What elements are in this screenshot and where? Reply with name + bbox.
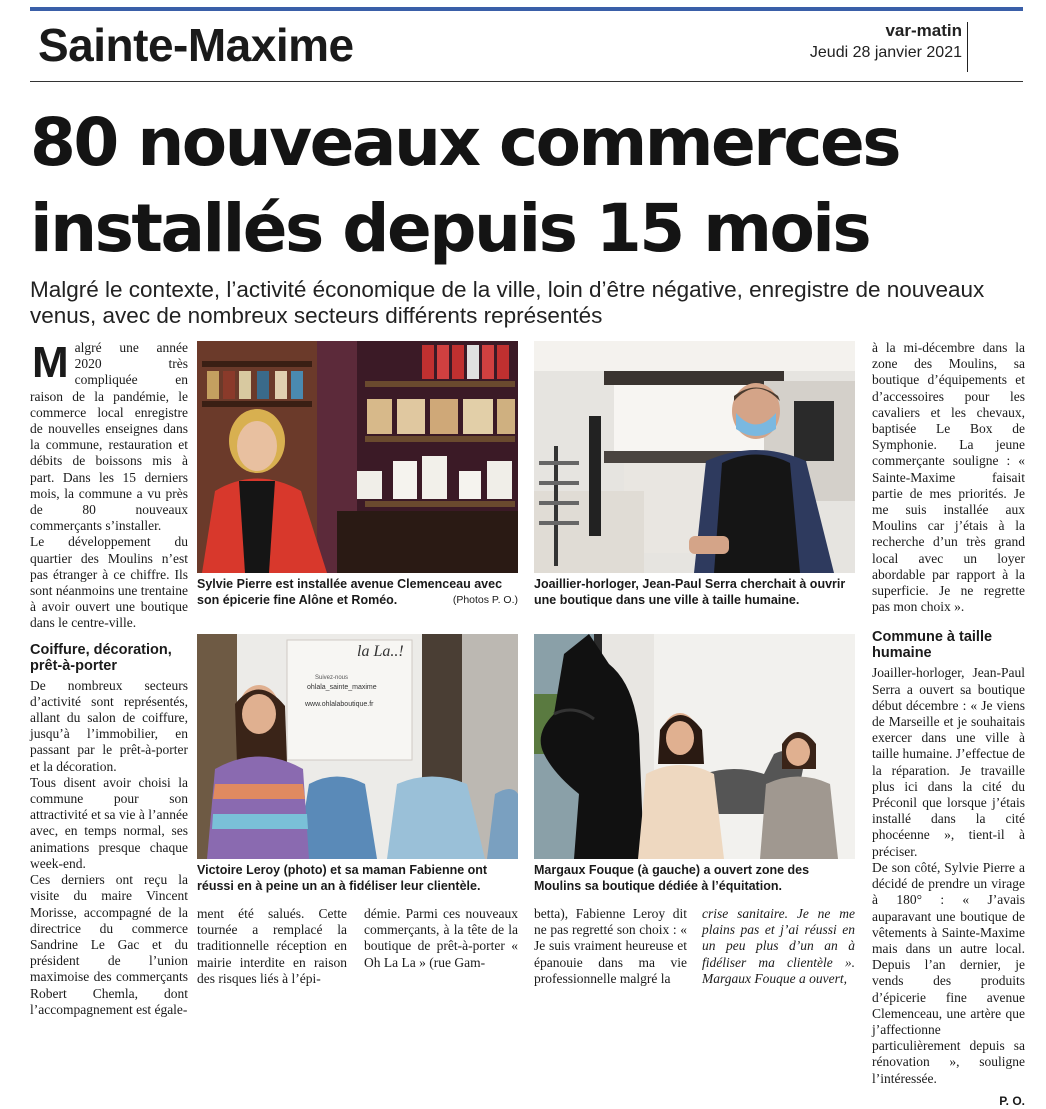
newspaper-brand[interactable]: var-matin — [885, 21, 962, 40]
author-signature: P. O. — [999, 1093, 1025, 1108]
shop-logo-text: la La..! — [357, 643, 404, 660]
paragraph: Joailler-horloger, Jean-Paul Serra a ouvert sa boutique début décembre : « Je viens de Marseille et je souhaitais exercer dans une ville à taille humaine. J’effectue de la réparation. Je travaille plus ici dans la cité du Préconil que lorsque j’étais installé dans la cité phocéenne », tient-il à préciser. — [872, 665, 1025, 859]
paragraph: De nombreux secteurs d’activité sont représentés, allant du salon de coiffure, jusqu’à l’immobilier, en passant par le prêt-à-porter et la décoration. — [30, 677, 188, 774]
photo-caption: Margaux Fouque (à gauche) a ouvert zone des Moulins sa boutique dédiée à l’équitation. — [534, 863, 810, 893]
photo-caption: Victoire Leroy (photo) et sa maman Fabienne ont réussi en à peine un an à fidéliser leur clientèle. — [197, 863, 488, 893]
photo-credit: (Photos P. O.) — [452, 594, 518, 606]
shop-sign-instagram: ohlala_sainte_maxime — [307, 684, 377, 691]
photo-victoire-leroy — [197, 634, 518, 859]
paragraph: Ces derniers ont reçu la visite du maire Vincent Morisse, accompagné de la directrice du commerce Sandrine Le Gac et du président de l’union maximoise des commerçants Robert Chemla, dont l’accompagnement est égale- — [30, 872, 188, 1017]
masthead-divider — [967, 22, 968, 72]
column-continuation-5: crise sanitaire. Je ne me plains pas et j’ai réussi en un peu plus d’un an à fidéliser ma clientèle ». Margaux Fouque a ouvert, — [702, 906, 855, 986]
article-subhead: Malgré le contexte, l’activité économique de la ville, loin d’être négative, enregistre de nouveaux venus, avec de nombreux secteurs différents représentés — [30, 277, 985, 328]
paragraph: à la mi-décembre dans la zone des Moulins, sa boutique d’équipements et d’accessoires pour les cavaliers et les chevaux, baptisée Le Box de Symphonie. La jeune commerçante souligne : « Sainte-Maxime faisait partie de mes priorités. Je me suis installée aux Moulins car j’étais à la recherche d’un très grand local avec un loyer abordable par rapport à la superficie. Je ne regrette pas mon choix ». — [872, 340, 1025, 615]
header-rule — [30, 81, 1023, 82]
paragraph: De son côté, Sylvie Pierre a décidé de prendre un virage à 180° : « J’avais auparavant une boutique de vêtements à Sainte-Maxime mais dans un autre local. Depuis l’an dernier, je vends des produits d’épicerie fine avenue Clemenceau, une artère que j’affectionne particulièrement depuis sa rénovation », souligne l’intéressée. — [872, 859, 1025, 1086]
masthead — [810, 20, 962, 64]
article-column-1 — [30, 340, 188, 1018]
photo-caption: Joaillier-horloger, Jean-Paul Serra cherchait à ouvrir une boutique dans une ville à taille humaine. — [534, 577, 846, 607]
publication-date: Jeudi 28 janvier 2021 — [809, 44, 962, 61]
shop-sign-text: Suivez-nous — [315, 675, 349, 681]
column-continuation-4: betta), Fabienne Leroy dit ne pas regretté son choix : « Je suis vraiment heureuse et épanouie dans ma vie professionnelle malgré la — [534, 906, 687, 986]
section-subtitle: Commune à taille humaine — [872, 629, 993, 662]
top-accent-bar — [30, 7, 1023, 11]
dropcap: M — [32, 338, 69, 387]
article-column-4 — [872, 340, 1025, 1109]
section-subtitle: Coiffure, décoration, prêt-à-porter — [30, 641, 172, 674]
photo-jean-paul-serra — [534, 341, 855, 573]
photo-caption: Sylvie Pierre est installée avenue Clemenceau avec son épicerie fine Alône et Roméo. (Photos P. O.) — [197, 577, 518, 607]
paragraph: Le développement du quartier des Moulins n’est pas étranger à ce chiffre. Ils sont néanmoins une trentaine à avoir ouvert une boutique dans le centre-ville. — [30, 534, 188, 631]
column-continuation-2: ment été salués. Cette tournée a remplacé la traditionnelle réception en mairie interdite en raison des risques liés à l’épi- — [197, 906, 347, 986]
paragraph: Tous disent avoir choisi la commune pour son attractivité et sa vie à l’année avec, en temps normal, ses animations presque chaque week-end. — [30, 774, 188, 871]
column-continuation-3: démie. Parmi ces nouveaux commerçants, à la tête de la boutique de prêt-à-porter « Oh La La » (rue Gam- — [364, 906, 518, 970]
section-title: Sainte-Maxime — [38, 19, 354, 71]
paragraph: algré une année 2020 très compliquée en raison de la pandémie, le commerce local enregistre de nouvelles enseignes dans la commune, restauration et débits de boissons mis à part. Dans les 15 derniers mois, la commune a vu près de 80 nouveaux commerçants s’installer. — [30, 340, 188, 534]
photo-sylvie-pierre — [197, 341, 518, 573]
photo-margaux-fouque — [534, 634, 855, 859]
article-headline: 80 nouveaux commerces installés depuis 15 mois — [30, 104, 899, 267]
shop-sign-website: www.ohlalaboutique.fr — [305, 701, 374, 708]
